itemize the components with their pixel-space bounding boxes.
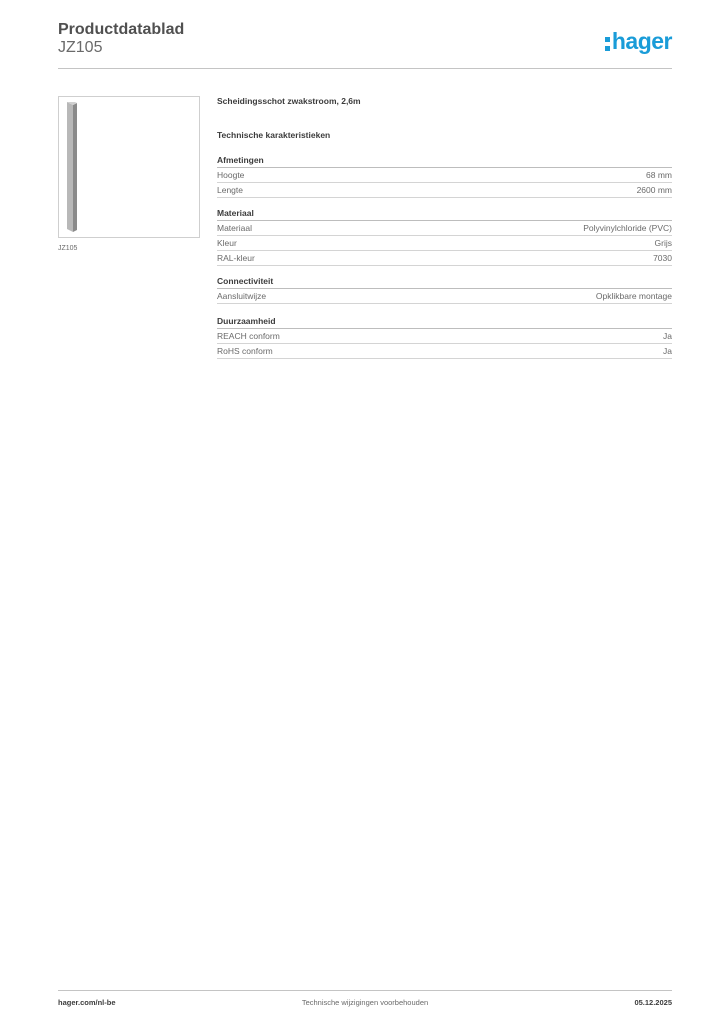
spec-value: Polyvinylchloride (PVC) [583, 223, 672, 233]
partition-panel-illustration [67, 102, 77, 232]
section-connectiviteit [217, 275, 672, 304]
section-title: Duurzaamheid [217, 315, 672, 329]
footer-notice: Technische wijzigingen voorbehouden [301, 998, 429, 1007]
spec-label: Hoogte [217, 170, 245, 180]
product-image-caption: JZ105 [58, 245, 78, 252]
spec-value: Grijs [654, 238, 672, 248]
spec-row [217, 289, 672, 304]
header-divider [58, 68, 672, 69]
page-footer [58, 998, 672, 1010]
product-image [58, 96, 200, 238]
spec-row [217, 329, 672, 344]
spec-label: Lengte [217, 185, 243, 195]
spec-label: Materiaal [217, 223, 252, 233]
spec-label: Aansluitwijze [217, 291, 267, 301]
spec-value: 2600 mm [636, 185, 672, 195]
spec-label: Kleur [217, 238, 237, 248]
spec-row [217, 168, 672, 183]
logo-colon-icon [605, 37, 610, 51]
section-duurzaamheid [217, 315, 672, 359]
logo-text: hager [611, 28, 672, 54]
spec-label: RoHS conform [217, 346, 273, 356]
document-title: Productdatablad [58, 21, 185, 38]
spec-label: RAL-kleur [217, 253, 255, 263]
footer-website-link[interactable]: hager.com/nl-be [58, 998, 116, 1007]
product-name: Scheidingsschot zwakstroom, 2,6m [217, 96, 361, 106]
spec-value: 7030 [653, 253, 672, 263]
technical-characteristics-heading: Technische karakteristieken [217, 130, 331, 140]
spec-value: Ja [663, 331, 672, 341]
product-code: JZ105 [58, 39, 103, 56]
section-materiaal [217, 207, 672, 266]
spec-value: Opklikbare montage [595, 291, 672, 301]
section-title: Afmetingen [217, 154, 672, 168]
section-title: Connectiviteit [217, 275, 672, 289]
hager-logo [605, 28, 672, 54]
spec-value: Ja [663, 346, 672, 356]
page-header [58, 20, 672, 68]
spec-label: REACH conform [217, 331, 280, 341]
footer-date: 05.12.2025 [634, 998, 672, 1007]
spec-row [217, 251, 672, 266]
section-title: Materiaal [217, 207, 672, 221]
spec-row [217, 183, 672, 198]
spec-value: 68 mm [646, 170, 672, 180]
section-afmetingen [217, 154, 672, 198]
footer-divider [58, 990, 672, 991]
spec-row [217, 221, 672, 236]
spec-row [217, 236, 672, 251]
spec-row [217, 344, 672, 359]
